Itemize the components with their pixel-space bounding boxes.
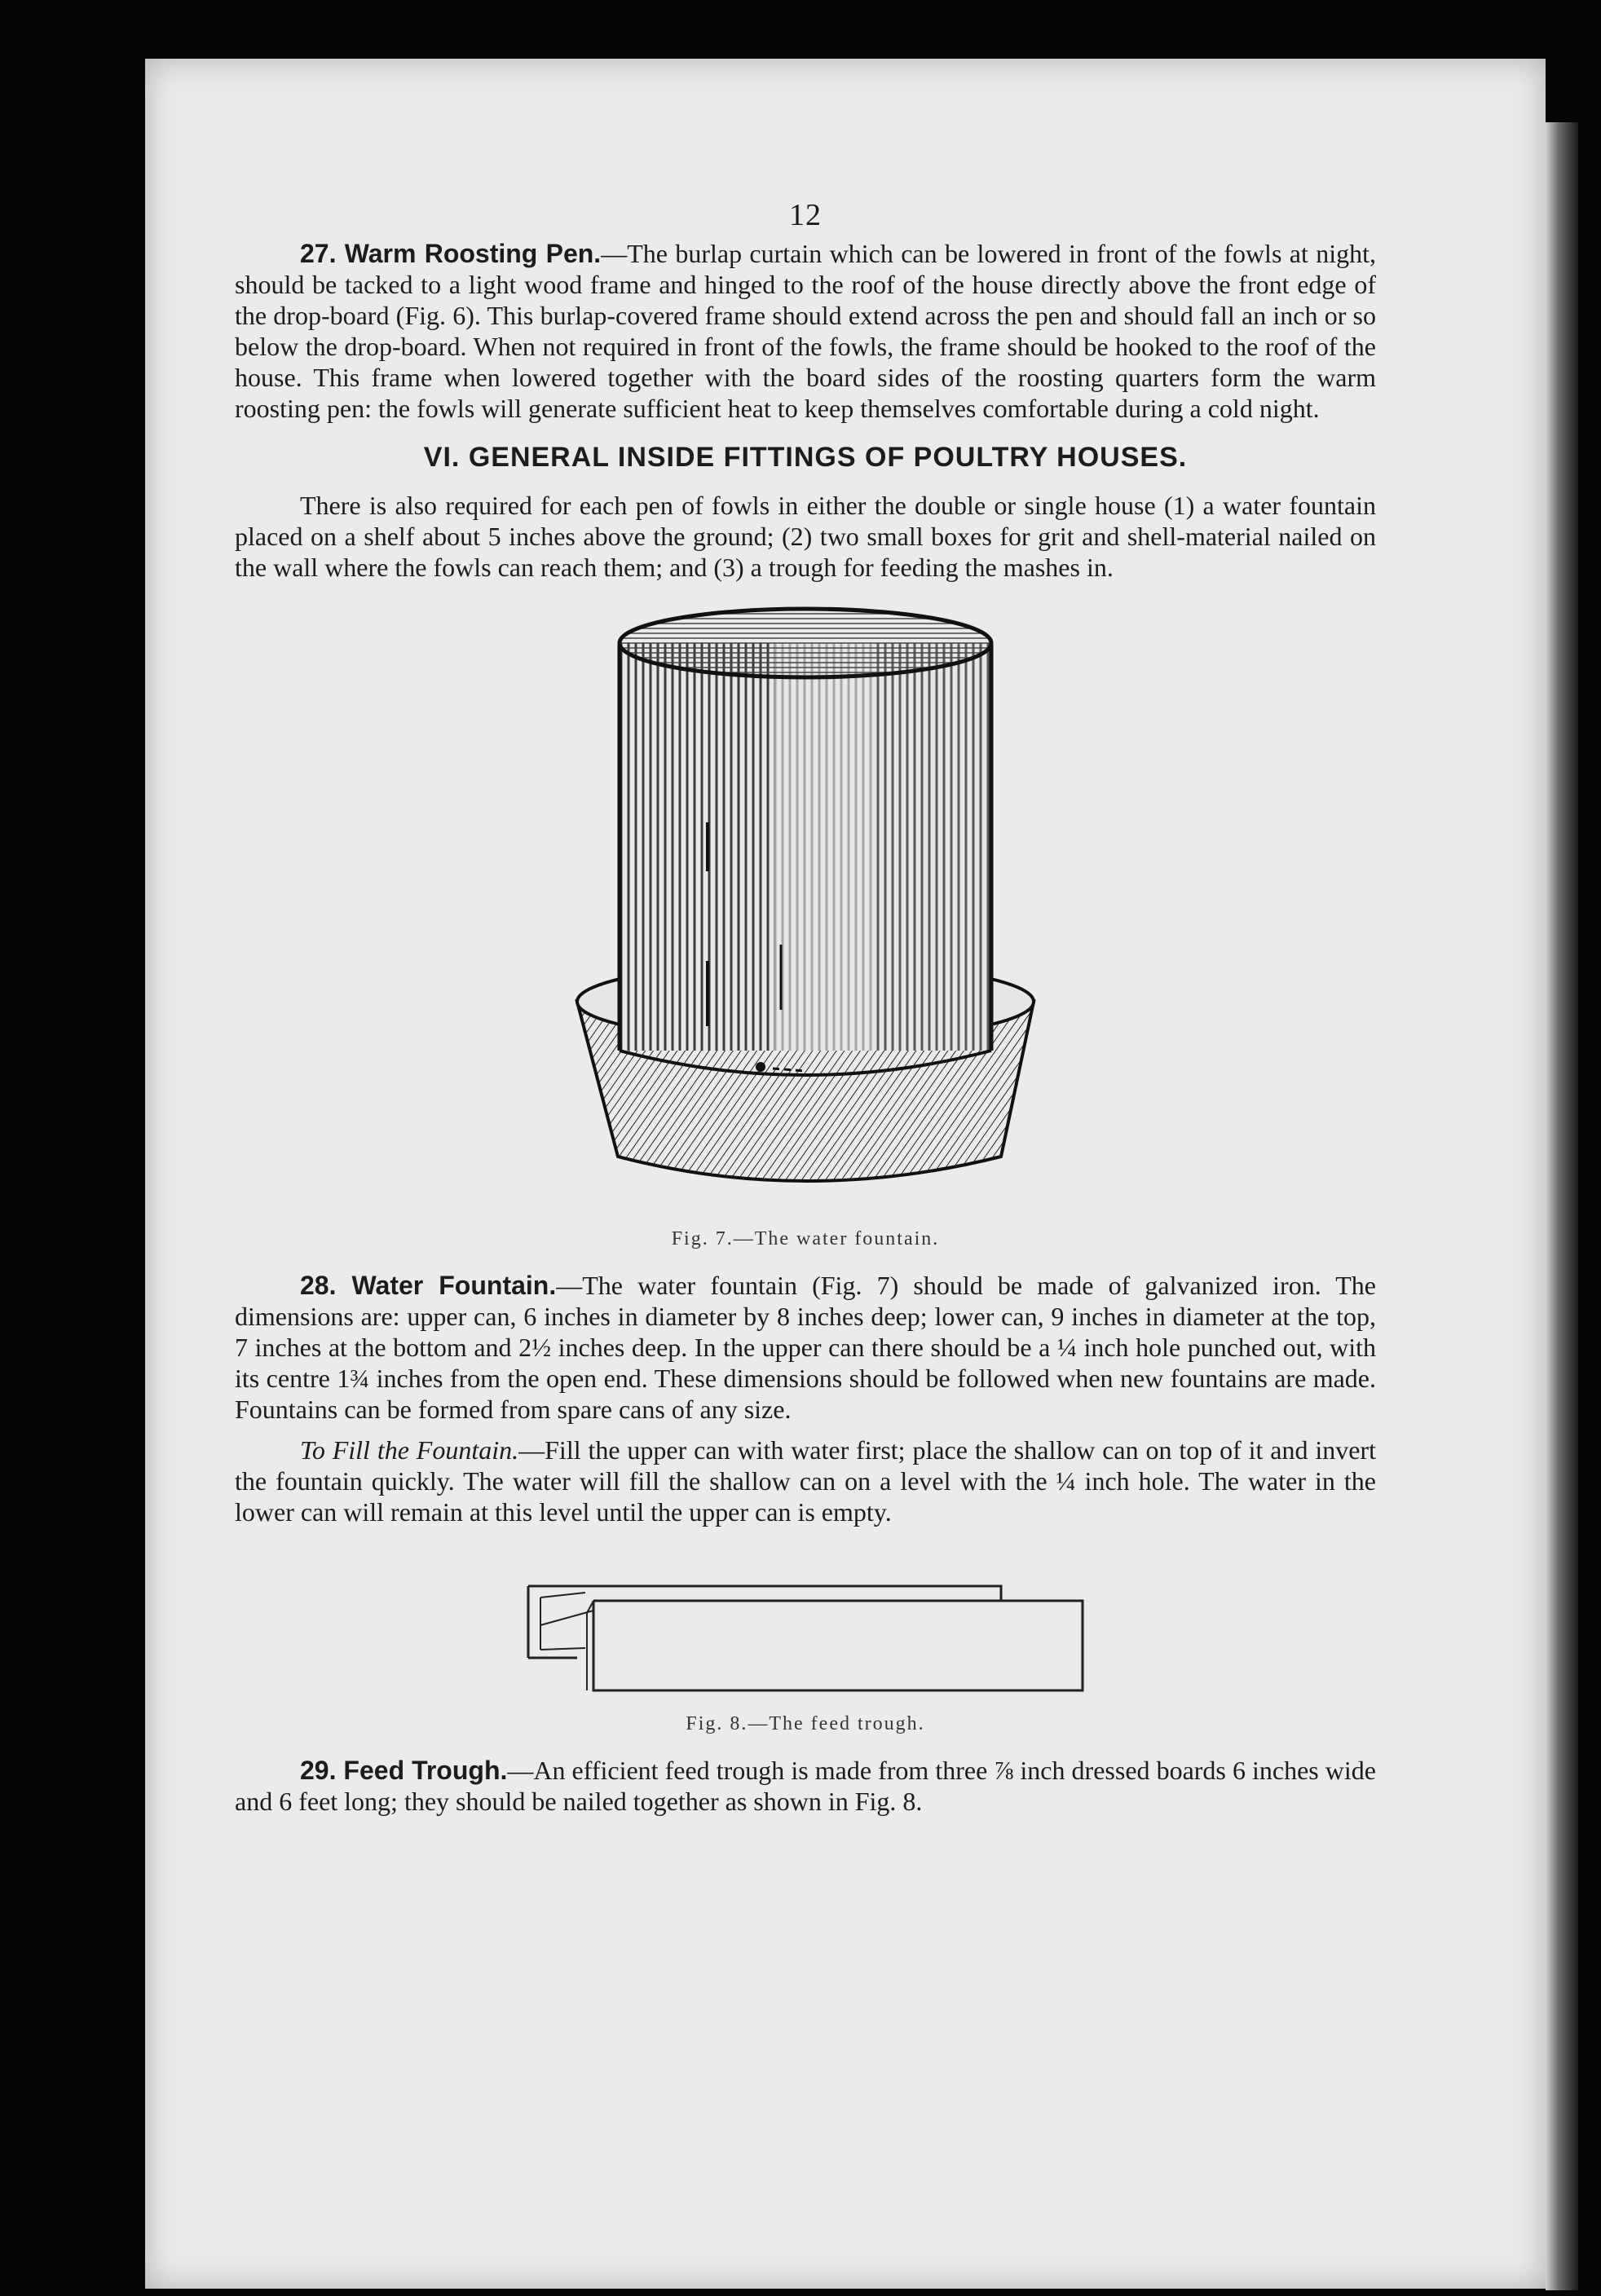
section-heading-inside-fittings: VI. GENERAL INSIDE FITTINGS OF POULTRY HOUSES. <box>423 442 1188 473</box>
page-edge-shadow <box>1546 122 1578 2290</box>
heading-feed-trough: 29. Feed Trough. <box>300 1756 508 1785</box>
text-water-fountain: —The water fountain (Fig. 7) should be made of galvanized iron. The dimensions are: upper can, 6 inches in diameter by 8 inches deep; lower can, 9 inches in diameter at the top, 7 inches at the bottom and 2½ inches deep. In the upper can there should be a ¼ inch hole punched out, with its centre 1¾ inches from the open end. These dimensions should be followed when new fountains are made. Fountains can be formed from spare cans of any size. <box>235 1271 1377 1424</box>
paragraph-fill-fountain <box>235 1434 1376 1527</box>
paragraph-inside-fittings: There is also required for each pen of fowls in either the double or single house (1) a water fountain placed on a shelf about 5 inches above the ground; (2) two small boxes for grit and shell-material nailed on the wall where the fowls can reach them; and (3) a trough for feeding the mashes in. <box>235 491 1376 582</box>
text-feed-trough: —An efficient feed trough is made from three ⅞ inch dressed boards 6 inches wide and 6 feet long; they should be nailed together as shown in Fig. 8. <box>235 1756 1376 1816</box>
paragraph-feed-trough <box>235 1755 1376 1817</box>
heading-warm-roosting-pen: 27. Warm Roosting Pen. <box>300 239 602 268</box>
paragraph-water-fountain <box>235 1270 1376 1425</box>
water-fountain-illustration <box>561 602 1050 1222</box>
page-content <box>235 197 1376 1817</box>
feed-trough-illustration <box>512 1568 1099 1707</box>
text-fill-fountain: —Fill the upper can with water first; place the shallow can on top of it and invert the fountain quickly. The water will fill the shallow can on a level with the ¼ inch hole. The water in the lower can will remain at this level until the upper can is empty. <box>235 1435 1377 1527</box>
book-page <box>145 59 1546 2289</box>
paragraph-warm-roosting-pen <box>235 238 1376 424</box>
figure-7-caption: Fig. 7.—The water fountain. <box>671 1228 940 1249</box>
subheading-fill-fountain: To Fill the Fountain. <box>300 1435 519 1465</box>
text-warm-roosting-pen: —The burlap curtain which can be lowered in front of the fowls at night, should be tacked to a light wood frame and hinged to the roof of the house directly above the front edge of the drop-board (Fig. 6). This burlap-covered frame should extend across the pen and should fall an inch or so below the drop-board. When not required in front of the fowls, the frame should be hooked to the roof of the house. This frame when lowered together with the board sides of the roosting quarters form the warm roosting pen: the fowls will generate sufficient heat to keep themselves comfortable during a cold night. <box>235 239 1377 423</box>
figure-8-caption: Fig. 8.—The feed trough. <box>686 1713 925 1734</box>
page-number: 12 <box>789 198 822 232</box>
heading-water-fountain: 28. Water Fountain. <box>300 1271 557 1300</box>
